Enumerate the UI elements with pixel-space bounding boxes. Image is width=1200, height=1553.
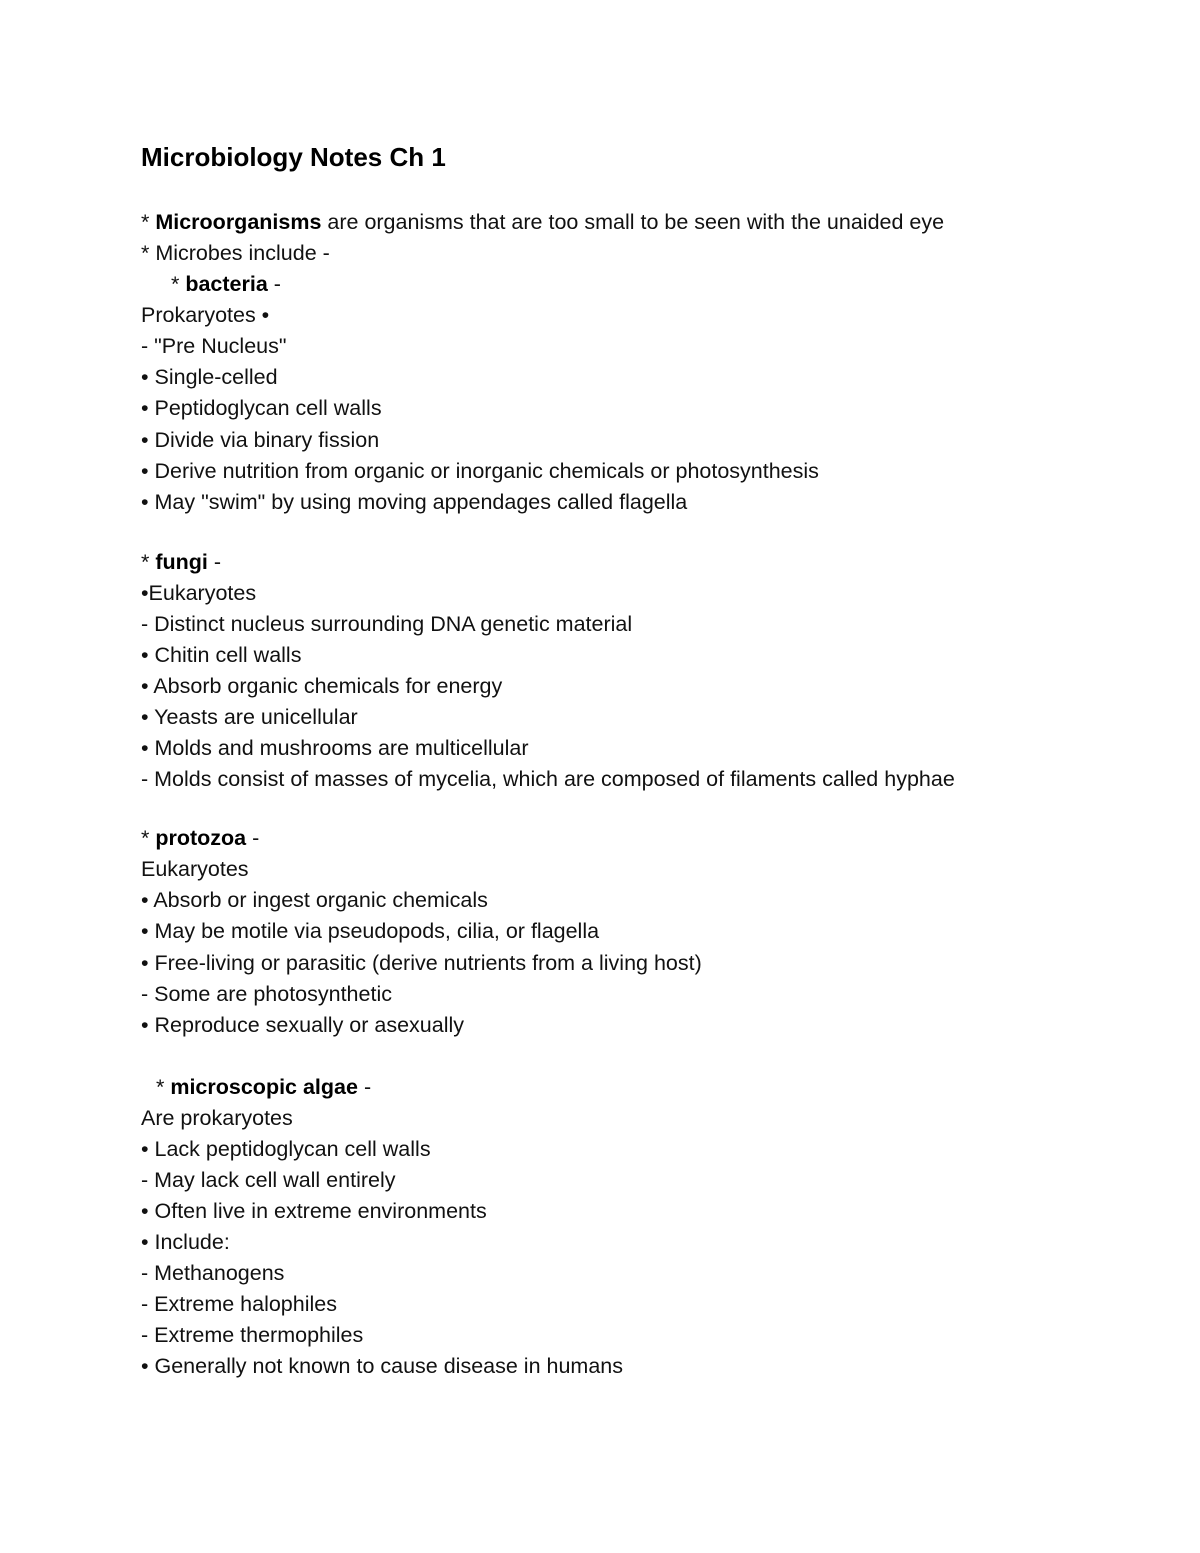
list-item: - Some are photosynthetic [141, 982, 392, 1006]
list-item: • Derive nutrition from organic or inorganic chemicals or photosynthesis [141, 459, 819, 483]
list-item: Are prokaryotes [141, 1106, 293, 1130]
list-item: •Eukaryotes [141, 581, 257, 605]
heading-term: protozoa [155, 826, 247, 850]
list-item: • Absorb organic chemicals for energy [141, 674, 503, 698]
list-item: Prokaryotes • [141, 303, 270, 327]
list-item: • Molds and mushrooms are multicellular [141, 736, 529, 760]
section-heading-bacteria [171, 271, 281, 297]
list-item: • May "swim" by using moving appendages called flagella [141, 490, 688, 514]
list-item: • Often live in extreme environments [141, 1199, 487, 1223]
definition-term: Microorganisms [155, 210, 322, 234]
list-item: - Extreme thermophiles [141, 1323, 364, 1347]
heading-prefix: * [156, 1075, 171, 1099]
list-item: - Methanogens [141, 1261, 285, 1285]
section-heading-protozoa [141, 825, 259, 851]
section-heading-fungi [141, 549, 221, 575]
heading-term: microscopic algae [170, 1075, 358, 1099]
heading-prefix: * [141, 550, 156, 574]
heading-term: fungi [155, 550, 208, 574]
definition-line [141, 209, 944, 235]
list-item: - Distinct nucleus surrounding DNA genetic material [141, 612, 633, 636]
definition-prefix: * [141, 210, 156, 234]
list-item: • Reproduce sexually or asexually [141, 1013, 465, 1037]
page-title: Microbiology Notes Ch 1 [141, 142, 446, 172]
list-item: • May be motile via pseudopods, cilia, or flagella [141, 919, 600, 943]
heading-prefix: * [171, 272, 186, 296]
list-item: • Absorb or ingest organic chemicals [141, 888, 488, 912]
list-item: • Lack peptidoglycan cell walls [141, 1137, 431, 1161]
list-item: • Generally not known to cause disease in humans [141, 1354, 623, 1378]
list-item: - "Pre Nucleus" [141, 334, 287, 358]
list-item: - Extreme halophiles [141, 1292, 337, 1316]
microbes-include-line: * Microbes include - [141, 241, 330, 265]
list-item: • Single-celled [141, 365, 278, 389]
list-item: • Chitin cell walls [141, 643, 302, 667]
list-item: • Divide via binary fission [141, 428, 380, 452]
heading-suffix: - [246, 826, 260, 850]
list-item: • Peptidoglycan cell walls [141, 396, 382, 420]
heading-term: bacteria [185, 272, 268, 296]
section-heading-algae [156, 1074, 371, 1100]
heading-suffix: - [357, 1075, 372, 1099]
list-item: Eukaryotes [141, 857, 249, 881]
heading-prefix: * [141, 826, 156, 850]
heading-suffix: - [207, 550, 222, 574]
list-item: • Free-living or parasitic (derive nutrients from a living host) [141, 951, 702, 975]
heading-suffix: - [267, 272, 281, 296]
list-item: • Include: [141, 1230, 230, 1254]
list-item: - May lack cell wall entirely [141, 1168, 396, 1192]
list-item: • Yeasts are unicellular [141, 705, 358, 729]
definition-text: are organisms that are too small to be seen with the unaided eye [321, 210, 945, 234]
list-item: - Molds consist of masses of mycelia, which are composed of filaments called hyphae [141, 767, 955, 791]
